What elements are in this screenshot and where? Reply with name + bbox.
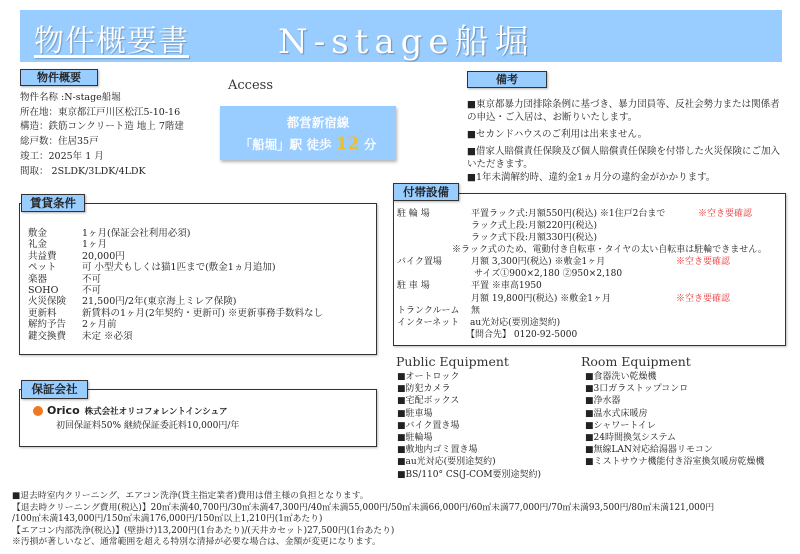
parking-label: 駐 車 場 (397, 281, 430, 291)
condition-value: 新賃料の1ヶ月(2年契約・更新可) ※更新事務手数料なし (82, 307, 324, 319)
bicycle-availability: ※空き要確認 (698, 209, 753, 219)
guarantor-logo (33, 404, 228, 417)
condition-value: 未定 ※必須 (82, 330, 133, 342)
internet-contact: 【問合先】 0120-92-5000 (466, 330, 578, 340)
facilities-tag: 付帯設備 (393, 183, 459, 201)
rental-conditions-table (28, 228, 323, 342)
room-equipment-item: ■温水式床暖房 (585, 408, 648, 419)
footer-line: ■退去時室内クリーニング、エアコン洗浄(貸主指定業者)費用は借主様の負担となります。 (12, 491, 369, 501)
parking-line: 平置 ※車高1950 (471, 281, 542, 291)
notes-tag: 備考 (467, 71, 547, 88)
trunk-room-value: 無 (471, 306, 481, 316)
rental-conditions-tag: 賃貸条件 (21, 194, 85, 212)
condition-row (28, 239, 323, 250)
condition-key: ペット (28, 262, 57, 274)
trunk-room-label: トランクルーム (397, 306, 460, 316)
condition-row (28, 296, 323, 307)
room-equipment-item: ■食器洗い乾燥機 (585, 372, 657, 382)
public-equipment-item: ■BS/110° CS(J-COM要別途契約) (397, 469, 542, 480)
note-item: ■セカンドハウスのご利用は出来ません。 (467, 129, 648, 140)
public-equipment-item: ■宅配ボックス (397, 396, 460, 407)
condition-value: 1ヶ月 (82, 239, 108, 251)
overview-units: 総戸数：住居35戸 (20, 136, 99, 148)
overview-section (20, 91, 184, 179)
condition-value: 1ヶ月(保証会社利用必須) (82, 228, 191, 239)
public-equipment-item: ■オートロック (397, 372, 460, 382)
access-label: Access (228, 78, 273, 93)
footer-notes (12, 491, 714, 549)
access-line: 都営新宿線 (286, 115, 350, 130)
room-equipment-item: ■24時間換気システム (585, 433, 677, 444)
overview-completion: 竣工：2025年 1 月 (20, 150, 104, 162)
note-item: ■1年未満解約時、違約金1ヵ月分の違約金がかかります。 (467, 172, 716, 183)
overview-name: 物件名称 :N-stage船堀 (20, 92, 121, 103)
public-equipment-item: ■駐車場 (397, 408, 433, 419)
guarantor-company: 株式会社オリコフォレントインシュア (84, 406, 228, 417)
room-equipment-item: ■無線LAN対応給湯器リモコン (585, 445, 713, 456)
condition-row (28, 319, 323, 330)
condition-key: 鍵交換費 (28, 330, 67, 342)
footer-line: /100㎡未満143,000円/150㎡未満176,000円/150㎡以上1,210円(1㎡あたり) (12, 514, 323, 524)
condition-row (28, 285, 323, 296)
condition-key: 解約予告 (28, 319, 67, 331)
room-equipment-item: ■3口ガラストップコンロ (585, 384, 689, 395)
footer-line: ※汚損が著しいなど、通常範囲を超える特別な清掃が必要な場合は、金額が変更になります。 (12, 537, 381, 547)
public-equipment-item: ■駐輪場 (397, 433, 433, 444)
bicycle-line: ラック式下段:月額330円(税込) (471, 233, 598, 243)
condition-key: 火災保険 (28, 296, 67, 308)
condition-value: 可 小型犬もしくは猫1匹まで(敷金1ヵ月追加) (82, 262, 276, 274)
bicycle-line: 平置ラック式:月額550円(税込) ※1住戸2台まで (471, 209, 666, 219)
bicycle-label: 駐 輪 場 (397, 209, 430, 219)
internet-value: au光対応(要別途契約) (470, 318, 561, 328)
guarantor-fee: 初回保証料50% 継続保証委託料10,000円/年 (56, 421, 240, 431)
condition-key: 共益費 (28, 250, 57, 262)
condition-key: 礼金 (28, 239, 48, 251)
footer-line: 【エアコン内部洗浄(税込)】(壁掛け)13,200円(1台あたり)/(天井カセット)27,500円(1台あたり) (12, 525, 395, 536)
public-equipment-item: ■バイク置き場 (397, 420, 460, 431)
bike-label: バイク置場 (397, 257, 442, 267)
orico-logo-icon (33, 406, 43, 416)
public-equipment-item: ■敷地内ゴミ置き場 (397, 445, 478, 456)
access-station (220, 134, 396, 154)
parking-line: 月額 19,800円(税込) ※敷金1ヶ月 (471, 294, 611, 304)
property-name-title: N-stage船堀 (278, 22, 535, 62)
guarantor-brand: Orico (47, 404, 80, 417)
note-item: ■東京都暴力団排除条例に基づき、暴力団員等、反社会勢力または関係者の申込・ご入居は、お断りいたします。 (467, 99, 780, 123)
bicycle-line: ラック式上段:月額220円(税込) (471, 221, 598, 231)
overview-structure: 構造：鉄筋コンクリート造 地上 7階建 (20, 121, 184, 133)
room-equipment-item: ■ミストサウナ機能付き浴室換気暖房乾燥機 (585, 457, 765, 468)
public-equipment-item: ■防犯カメラ (397, 384, 451, 395)
room-equipment-title: Room Equipment (581, 354, 691, 369)
condition-key: 楽器 (28, 273, 48, 285)
condition-value: 21,500円/2年(東京海上ミレア保険) (82, 296, 237, 308)
condition-row (28, 308, 323, 319)
overview-layout: 間取： 2SLDK/3LDK/4LDK (20, 165, 146, 177)
condition-key: 敷金 (28, 228, 48, 239)
condition-row (28, 262, 323, 273)
condition-row (28, 274, 323, 285)
overview-tag: 物件概要 (20, 69, 98, 86)
access-minutes: 12 (335, 134, 360, 154)
condition-row (28, 331, 323, 342)
bike-line: 月額 3,300円(税込) ※敷金1ヶ月 (471, 257, 606, 267)
bike-availability: ※空き要確認 (676, 257, 731, 267)
parking-availability: ※空き要確認 (676, 294, 731, 304)
condition-key: 更新料 (28, 307, 57, 319)
access-unit: 分 (363, 137, 377, 152)
title-bar (20, 10, 782, 62)
room-equipment-list (585, 371, 765, 469)
bike-line: サイズ①900×2,180 ②950×2,180 (474, 269, 623, 279)
guarantor-tag: 保証会社 (21, 380, 88, 399)
room-equipment-item: ■浄水器 (585, 396, 621, 407)
note-item: ■借家人賠償責任保険及び個人賠償責任保険を付帯した火災保険にご加入いただきます。 (467, 146, 780, 170)
condition-value: 2ヶ月前 (82, 319, 117, 331)
footer-line: 【退去時クリーニング費用(税込)】20㎡未満40,700円/30㎡未満47,300円/40㎡未満55,000円/50㎡未満66,000円/60㎡未満77,000円/70㎡未満93,500円/80㎡未満121,000円 (12, 502, 715, 513)
notes-section (467, 98, 787, 188)
condition-row (28, 251, 323, 262)
document-title: 物件概要書 (34, 24, 189, 59)
condition-value: 不可 (82, 285, 102, 297)
condition-value: 不可 (82, 273, 102, 285)
public-equipment-list (397, 371, 541, 481)
access-station-name: 「船堀」駅 徒歩 (239, 137, 332, 152)
condition-key: SOHO (28, 285, 59, 297)
access-box (220, 106, 396, 160)
condition-row (28, 228, 323, 239)
internet-label: インターネット (397, 318, 460, 328)
room-equipment-item: ■シャワートイレ (585, 420, 656, 431)
public-equipment-item: ■au光対応(要別途契約) (397, 457, 496, 468)
bicycle-note: ※ラック式のため、電動付き自転車・タイヤの太い自転車は駐輪できません。 (452, 245, 767, 255)
condition-value: 20,000円 (82, 250, 125, 262)
public-equipment-title: Public Equipment (396, 354, 509, 369)
overview-address: 所在地：東京都江戸川区松江5-10-16 (20, 106, 181, 118)
